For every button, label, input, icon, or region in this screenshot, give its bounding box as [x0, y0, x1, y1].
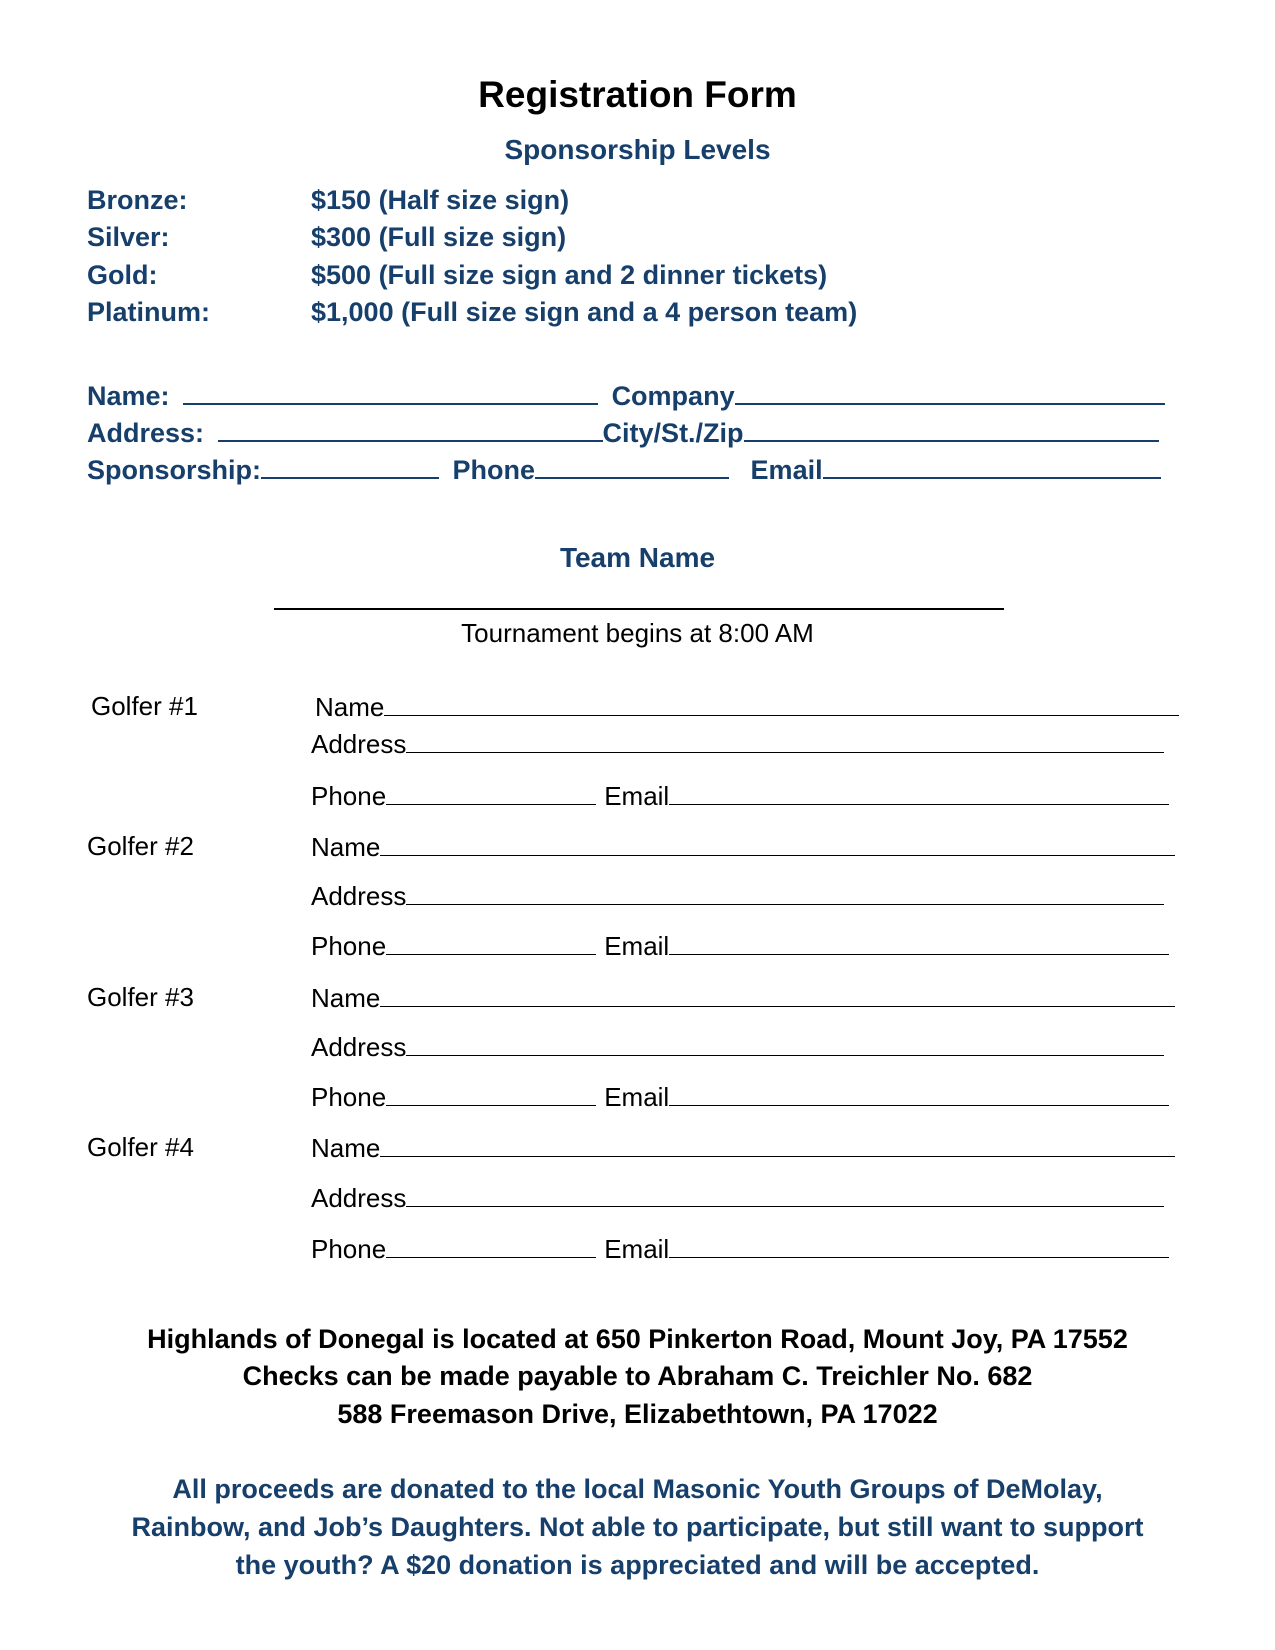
team-name-blank[interactable] — [274, 608, 1004, 610]
golfer-1-email-blank[interactable] — [669, 780, 1169, 805]
email-label: Email — [750, 455, 823, 485]
golfer-1-phone-blank[interactable] — [386, 780, 596, 805]
golfer-1-contact-row — [311, 780, 1169, 812]
golfer-3-contact-row — [311, 1081, 1169, 1113]
golfer-name-label: Name — [311, 983, 381, 1013]
golfer-1-address-blank[interactable] — [406, 728, 1164, 753]
company-label: Company — [611, 381, 735, 411]
golfer-1-address-row — [311, 728, 1164, 760]
sponsorship-blank[interactable] — [261, 451, 439, 479]
golfer-3-label: Golfer #3 — [87, 982, 194, 1012]
golfer-3-address-blank[interactable] — [406, 1031, 1164, 1056]
golfer-address-label: Address — [311, 881, 407, 911]
mailing-address: 588 Freemason Drive, Elizabethtown, PA 17022 — [337, 1399, 938, 1429]
proceeds-note-line-1: All proceeds are donated to the local Masonic Youth Groups of DeMolay, — [172, 1474, 1103, 1504]
golfer-4-name-row — [311, 1132, 1175, 1164]
golfer-phone-label: Phone — [311, 1082, 387, 1112]
phone-label: Phone — [452, 455, 536, 485]
tournament-start-time: Tournament begins at 8:00 AM — [461, 618, 814, 648]
golfer-phone-label: Phone — [311, 931, 387, 961]
sponsor-row-1 — [87, 377, 1165, 412]
golfer-email-label: Email — [604, 931, 670, 961]
golfer-3-phone-blank[interactable] — [386, 1081, 596, 1106]
golfer-2-address-row — [311, 880, 1164, 912]
golfer-name-label: Name — [311, 832, 381, 862]
sponsor-row-2 — [87, 414, 1159, 449]
golfer-2-phone-blank[interactable] — [386, 930, 596, 955]
golfer-3-address-row — [311, 1031, 1164, 1063]
address-label: Address: — [87, 418, 205, 448]
golfer-4-address-row — [311, 1182, 1164, 1214]
golfer-4-contact-row — [311, 1233, 1169, 1265]
email-blank[interactable] — [823, 451, 1161, 479]
golfer-address-label: Address — [311, 1183, 407, 1213]
level-bronze-desc: $150 (Half size sign) — [311, 185, 570, 215]
golfer-email-label: Email — [604, 1082, 670, 1112]
golfer-name-label: Name — [315, 692, 385, 722]
golfer-2-address-blank[interactable] — [406, 880, 1164, 905]
city-blank[interactable] — [744, 414, 1159, 442]
level-bronze-name: Bronze: — [87, 185, 188, 215]
golfer-2-contact-row — [311, 930, 1169, 962]
golfer-4-phone-blank[interactable] — [386, 1233, 596, 1258]
golfer-3-name-row — [311, 982, 1175, 1014]
proceeds-note-line-2: Rainbow, and Job’s Daughters. Not able to participate, but still want to support — [131, 1512, 1144, 1542]
golfer-email-label: Email — [604, 1234, 670, 1264]
golfer-3-name-blank[interactable] — [380, 982, 1175, 1007]
golfer-4-email-blank[interactable] — [669, 1233, 1169, 1258]
page-title: Registration Form — [478, 74, 797, 115]
golfer-phone-label: Phone — [311, 1234, 387, 1264]
company-blank[interactable] — [735, 377, 1165, 405]
proceeds-note-line-3: the youth? A $20 donation is appreciated and will be accepted. — [235, 1550, 1040, 1580]
level-gold-name: Gold: — [87, 260, 158, 290]
level-platinum-name: Platinum: — [87, 297, 211, 327]
golfer-name-label: Name — [311, 1133, 381, 1163]
name-label: Name: — [87, 381, 170, 411]
golfer-address-label: Address — [311, 1032, 407, 1062]
venue-location: Highlands of Donegal is located at 650 Pinkerton Road, Mount Joy, PA 17552 — [147, 1324, 1128, 1354]
golfer-phone-label: Phone — [311, 781, 387, 811]
golfer-1-name-row — [315, 691, 1179, 723]
golfer-email-label: Email — [604, 781, 670, 811]
city-label: City/St./Zip — [602, 418, 744, 448]
golfer-1-label: Golfer #1 — [91, 691, 198, 721]
level-gold-desc: $500 (Full size sign and 2 dinner tickets) — [311, 260, 828, 290]
team-name-label: Team Name — [559, 542, 716, 573]
golfer-2-name-blank[interactable] — [380, 831, 1175, 856]
check-payable-note: Checks can be made payable to Abraham C. Treichler No. 682 — [242, 1361, 1033, 1391]
sponsorship-label: Sponsorship: — [87, 455, 261, 485]
golfer-address-label: Address — [311, 729, 407, 759]
golfer-2-email-blank[interactable] — [669, 930, 1169, 955]
phone-blank[interactable] — [535, 451, 729, 479]
golfer-4-name-blank[interactable] — [380, 1132, 1175, 1157]
golfer-3-email-blank[interactable] — [669, 1081, 1169, 1106]
address-blank[interactable] — [218, 414, 603, 442]
golfer-2-label: Golfer #2 — [87, 831, 194, 861]
golfer-4-address-blank[interactable] — [406, 1182, 1164, 1207]
name-blank[interactable] — [183, 377, 598, 405]
sponsorship-levels-heading: Sponsorship Levels — [504, 134, 771, 165]
level-silver-desc: $300 (Full size sign) — [311, 222, 567, 252]
sponsor-row-3 — [87, 451, 1161, 486]
golfer-2-name-row — [311, 831, 1175, 863]
level-platinum-desc: $1,000 (Full size sign and a 4 person team) — [311, 297, 858, 327]
golfer-1-name-blank[interactable] — [384, 691, 1179, 716]
golfer-4-label: Golfer #4 — [87, 1132, 194, 1162]
level-silver-name: Silver: — [87, 222, 170, 252]
